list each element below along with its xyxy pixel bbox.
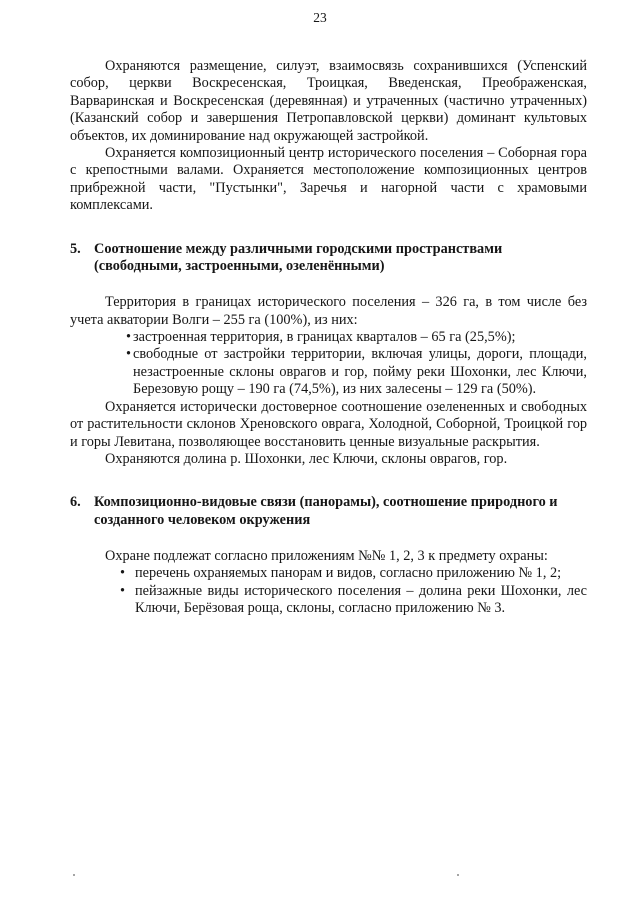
bullet-icon: • [126, 329, 132, 346]
bullet-icon: • [120, 565, 126, 582]
page-number: 23 [313, 10, 327, 25]
list-item [70, 346, 587, 398]
section-6-paragraph-1: Охране подлежат согласно приложениям №№ 1, 2, 3 к предмету охраны: [105, 547, 548, 564]
bullet-icon: • [126, 346, 132, 363]
list-item [70, 583, 587, 618]
list-item [70, 329, 587, 346]
list-item-text: перечень охраняемых панорам и видов, согласно приложению № 1, 2; [135, 565, 562, 582]
section-5-bullet-list [70, 329, 587, 399]
list-item [70, 565, 587, 582]
section-6-heading [70, 494, 587, 530]
list-item-text: пейзажные виды исторического поселения – долина реки Шохонки, лес Ключи, Берёзовая роща, склоны, согласно приложению № 3. [135, 582, 587, 617]
intro-paragraph-2: Охраняется композиционный центр исторического поселения – Соборная гора с крепостными валами. Охраняется местоположение композиционных центров прибрежной части, "Пустынки", Заречья и нагорной части с храмовыми комплексами. [70, 145, 587, 214]
scan-speck [457, 874, 459, 876]
section-6-title: Композиционно-видовые связи (панорамы), соотношение природного и созданного человеком окружения [94, 494, 558, 529]
section-6-number: 6. [70, 494, 81, 511]
section-5-paragraph-1: Территория в границах исторического поселения – 326 га, в том числе без учета акватории Волги – 255 га (100%), из них: [70, 294, 587, 328]
section-5-heading [70, 241, 587, 277]
section-5-title: Соотношение между различными городскими пространствами (свободными, застроенными, озеленёнными) [94, 240, 503, 275]
scan-speck [73, 874, 75, 876]
section-6-bullet-list [70, 565, 587, 617]
list-item-text: свободные от застройки территории, включая улицы, дороги, площади, незастроенные склоны оврагов и гор, пойму реки Шохонки, лес Ключи, Березовую рощу – 190 га (74,5%), из них залесены – 129 га (50%). [133, 346, 587, 398]
section-5-paragraph-3: Охраняются долина р. Шохонки, лес Ключи, склоны оврагов, гор. [105, 450, 508, 467]
intro-paragraph-1: Охраняются размещение, силуэт, взаимосвязь сохранившихся (Успенский собор, церкви Воскресенская, Троицкая, Введенская, Преображенская, Варваринская и Воскресенская (деревянная) и утраченных (частично утраченных) (Казанский собор и завершения Петропавловской церкви) доминант культовых объектов, их доминирование над окружающей застройкой. [70, 58, 587, 144]
section-5-paragraph-2: Охраняется исторически достоверное соотношение озелененных и свободных от растительности склонов Хреновского оврага, Холодной, Соборной, Троицкой гор и горы Левитана, позволяющее восстановить ценные визуальные раскрытия. [70, 398, 587, 450]
page-content [70, 58, 587, 618]
bullet-icon: • [120, 582, 126, 599]
section-5-number: 5. [70, 240, 81, 257]
list-item-text: застроенная территория, в границах кварталов – 65 га (25,5%); [133, 329, 516, 346]
